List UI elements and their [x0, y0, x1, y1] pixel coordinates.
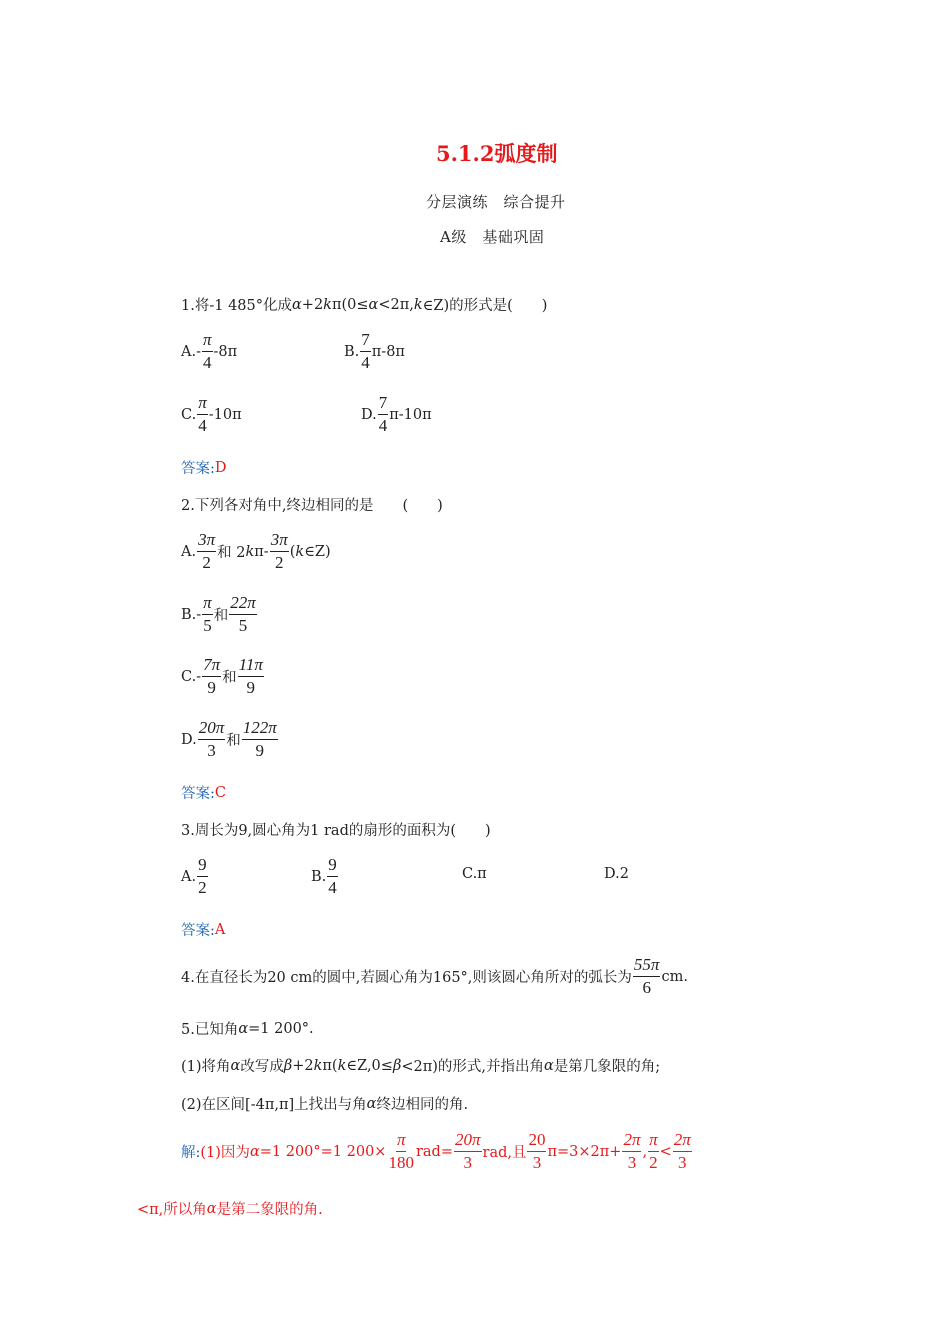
fraction: $\frac{9}{2}$ [198, 855, 207, 897]
fraction: $\frac{2\pi}{3}$ [623, 1130, 641, 1172]
fraction: $\frac{22\pi}{5}$ [230, 593, 256, 635]
fraction: $\frac{3\pi}{2}$ [198, 530, 216, 572]
question-2-option-a: A. $\frac{3\pi}{2}$ 和 2 k π- $\frac{3\pi}{2}$ ( k ∈Z) [181, 530, 331, 572]
fraction: $\frac{\pi}{4}$ [198, 393, 207, 435]
fraction: $\frac{20\pi}{3}$ [198, 718, 225, 760]
question-2-option-b: B.- $\frac{\pi}{5}$ 和 $\frac{22\pi}{5}$ [181, 593, 256, 635]
fraction: $\frac{\pi}{180}$ [388, 1130, 414, 1172]
fraction: $\frac{2\pi}{3}$ [673, 1130, 691, 1172]
fraction: $\frac{55\pi}{6}$ [633, 955, 660, 997]
fraction: $\frac{3\pi}{2}$ [270, 530, 288, 572]
question-2-stem: 2.下列各对角中,终边相同的是 ( ) [181, 498, 443, 514]
question-5-stem: 5.已知角 α =1 200°. [181, 1020, 314, 1038]
fraction: $\frac{7}{4}$ [378, 393, 388, 435]
question-2-answer: 答案: C [181, 784, 226, 802]
page-title: 5.1.2弧度制 [436, 141, 558, 166]
question-5-part-1: (1)将角 α 改写成 β +2 k π( k ∈Z,0≤ β <2π)的形式,并指出角 α 是第几象限的角; [181, 1057, 661, 1075]
fraction: $\frac{20}{3}$ [528, 1130, 546, 1172]
fraction: $\frac{7\pi}{9}$ [203, 655, 221, 697]
question-4: 4.在直径长为20 cm的圆中,若圆心角为165°,则该圆心角所对的弧长为 $\frac{55\pi}{6}$ cm. [181, 955, 688, 997]
fraction: $\frac{7}{4}$ [361, 330, 370, 372]
fraction: $\frac{122\pi}{9}$ [242, 718, 277, 760]
level-heading: A级 基础巩固 [440, 228, 545, 246]
fraction: $\frac{20\pi}{3}$ [454, 1130, 481, 1172]
question-1-stem: 1.将-1 485°化成 α +2 k π(0≤ α <2π, k ∈Z)的形式是( ) [181, 296, 548, 314]
solution-line-1: 解: (1)因为 α =1 200°=1 200× $\frac{\pi}{180}$ rad= $\frac{20\pi}{3}$ rad,且 $\frac{20}{3}$ π=3×2π+ $\frac{2\pi}{3}$ , $\frac{\pi}{2}$ < $\frac{2\pi}{3}$ [181, 1130, 691, 1172]
question-3-option-b: B. $\frac{9}{4}$ [311, 855, 337, 897]
question-3-option-d: D.2 [604, 866, 629, 882]
question-3-answer: 答案: A [181, 921, 226, 939]
fraction: $\frac{\pi}{4}$ [202, 330, 212, 372]
question-1-option-c: C. $\frac{\pi}{4}$ -10π [181, 393, 242, 435]
question-3-option-c: C.π [462, 866, 487, 882]
question-1-option-a: A.- $\frac{\pi}{4}$ -8π [181, 330, 238, 372]
question-2-option-c: C.- $\frac{7\pi}{9}$ 和 $\frac{11\pi}{9}$ [181, 655, 263, 697]
solution-line-2: <π,所以角 α 是第二象限的角. [137, 1200, 323, 1218]
fraction: $\frac{9}{4}$ [328, 855, 337, 897]
question-3-stem: 3.周长为9,圆心角为1 rad的扇形的面积为( ) [181, 823, 491, 839]
question-3-option-a: A. $\frac{9}{2}$ [181, 855, 207, 897]
fraction: $\frac{11\pi}{9}$ [238, 655, 263, 697]
section-subtitle: 分层演练 综合提升 [426, 193, 566, 211]
question-1-answer: 答案: D [181, 459, 227, 477]
question-1-option-b: B. $\frac{7}{4}$ π-8π [344, 330, 405, 372]
fraction: $\frac{\pi}{2}$ [649, 1130, 658, 1172]
fraction: $\frac{\pi}{5}$ [203, 593, 212, 635]
question-2-option-d: D. $\frac{20\pi}{3}$ 和 $\frac{122\pi}{9}$ [181, 718, 277, 760]
question-1-option-d: D. $\frac{7}{4}$ π-10π [361, 393, 432, 435]
question-5-part-2: (2)在区间[-4π,π]上找出与角 α 终边相同的角. [181, 1095, 469, 1113]
